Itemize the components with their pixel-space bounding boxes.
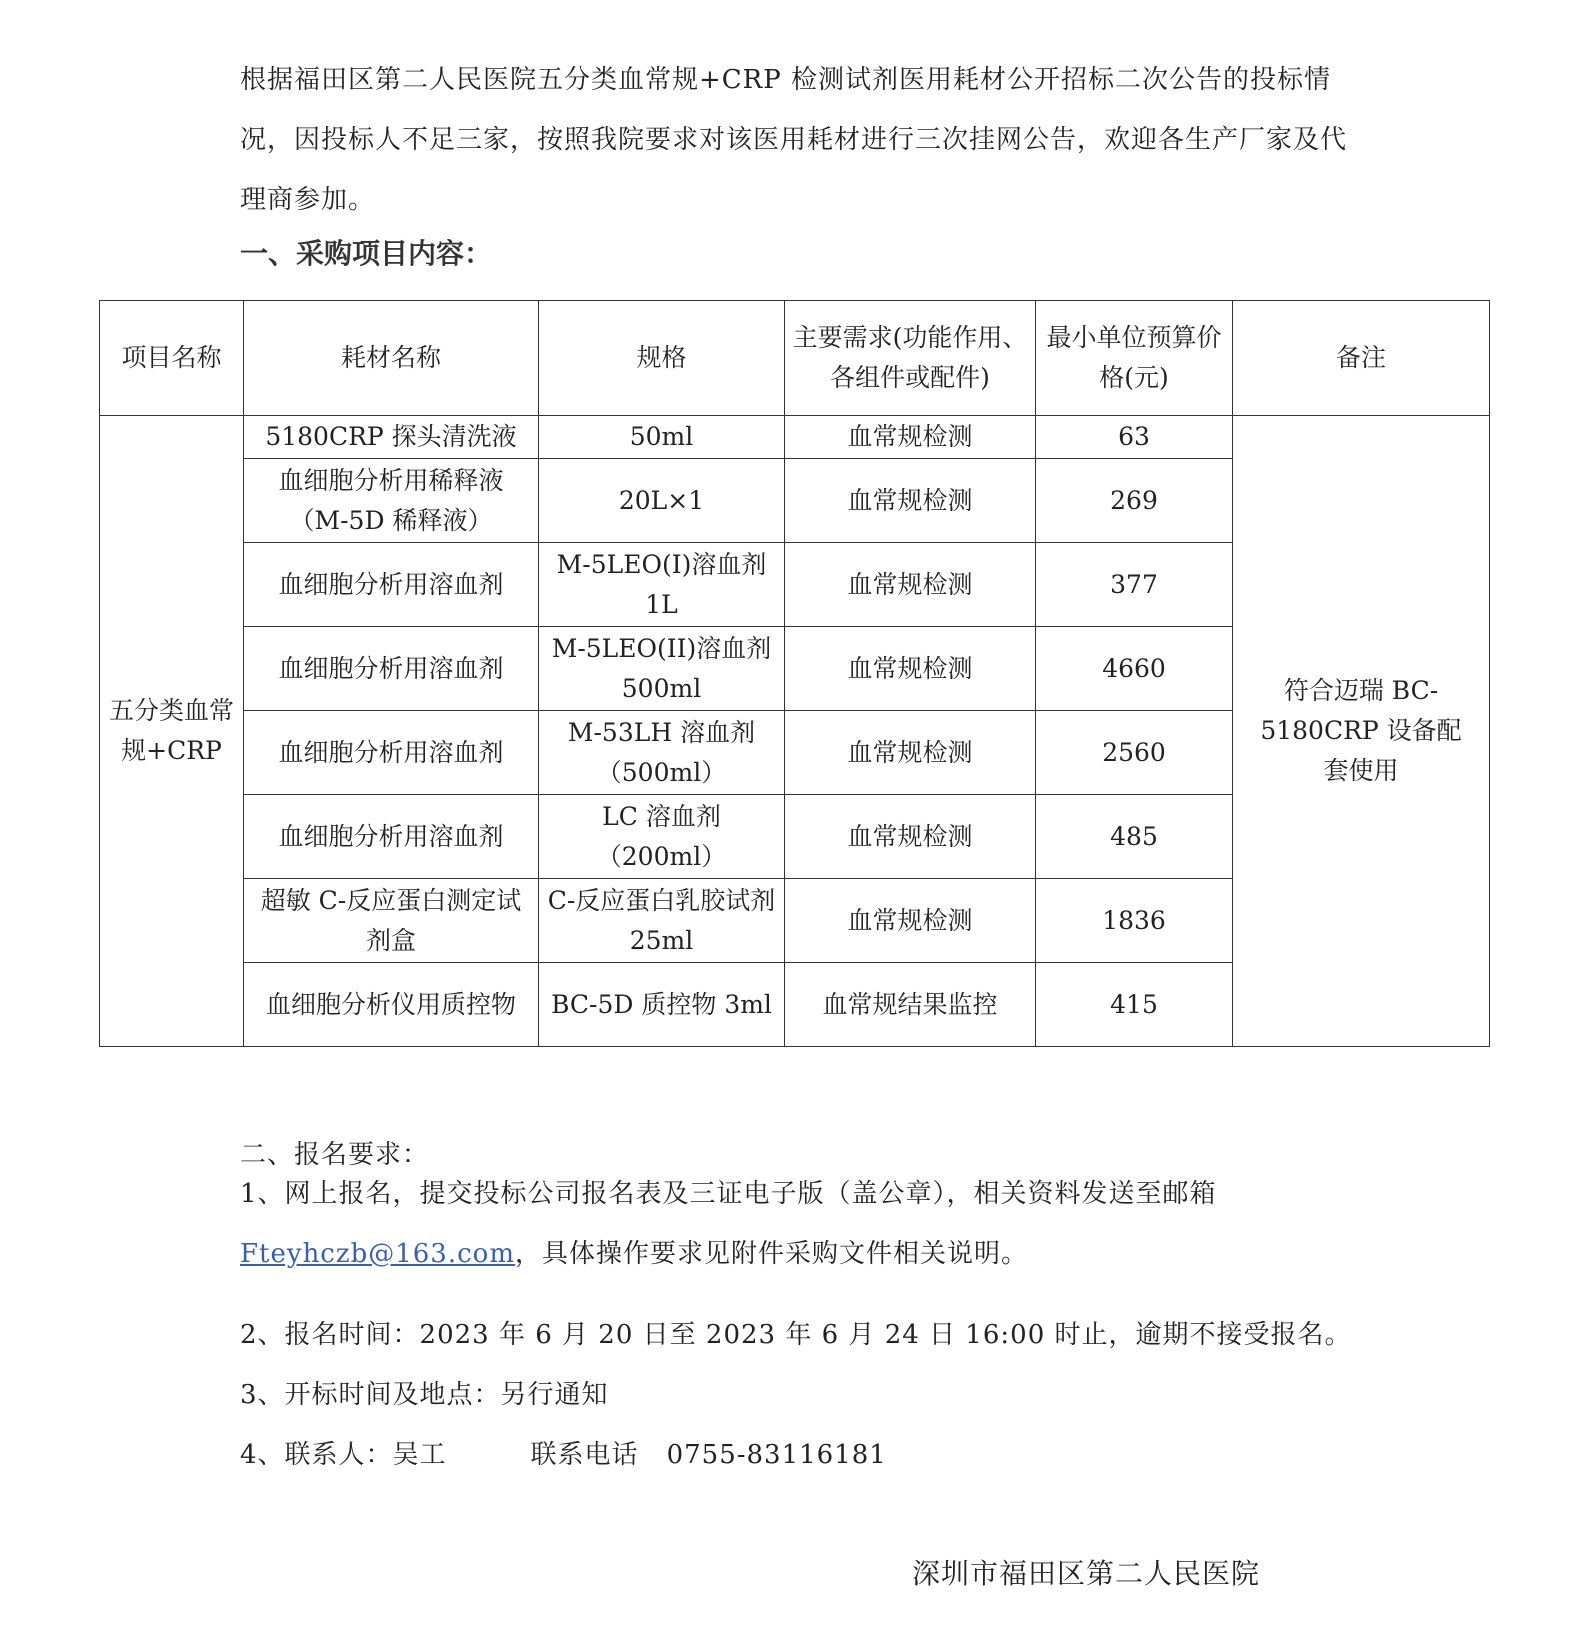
table-row bbox=[100, 416, 1490, 459]
contact-person: 4、联系人：吴工 bbox=[240, 1440, 447, 1470]
material-name-cell: 血细胞分析用溶血剂 bbox=[244, 543, 539, 627]
spec-cell: C-反应蛋白乳胶试剂 25ml bbox=[539, 879, 785, 963]
price-cell: 485 bbox=[1036, 795, 1233, 879]
material-name-cell: 血细胞分析仪用质控物 bbox=[244, 963, 539, 1047]
header-spec: 规格 bbox=[539, 301, 785, 416]
price-cell: 269 bbox=[1036, 459, 1233, 543]
spec-cell: 20L×1 bbox=[539, 459, 785, 543]
phone-number: 0755-83116181 bbox=[666, 1440, 887, 1470]
need-cell: 血常规检测 bbox=[785, 711, 1036, 795]
registration-item-3: 3、开标时间及地点：另行通知 bbox=[240, 1380, 609, 1410]
item-1-text: 1、网上报名，提交投标公司报名表及三证电子版（盖公章），相关资料发送至邮箱 bbox=[240, 1179, 1217, 1209]
header-main-need: 主要需求(功能作用、各组件或配件) bbox=[785, 301, 1036, 416]
remark-cell: 符合迈瑞 BC-5180CRP 设备配套使用 bbox=[1233, 416, 1490, 1047]
price-cell: 4660 bbox=[1036, 627, 1233, 711]
price-cell: 1836 bbox=[1036, 879, 1233, 963]
price-cell: 377 bbox=[1036, 543, 1233, 627]
header-remark: 备注 bbox=[1233, 301, 1490, 416]
price-cell: 415 bbox=[1036, 963, 1233, 1047]
price-cell: 2560 bbox=[1036, 711, 1233, 795]
material-name-cell: 血细胞分析用溶血剂 bbox=[244, 795, 539, 879]
need-cell: 血常规检测 bbox=[785, 459, 1036, 543]
spec-cell: M-5LEO(I)溶血剂 1L bbox=[539, 543, 785, 627]
need-cell: 血常规检测 bbox=[785, 627, 1036, 711]
material-name-cell: 超敏 C-反应蛋白测定试剂盒 bbox=[244, 879, 539, 963]
need-cell: 血常规结果监控 bbox=[785, 963, 1036, 1047]
registration-item-4 bbox=[240, 1434, 887, 1471]
need-cell: 血常规检测 bbox=[785, 416, 1036, 459]
spec-cell: LC 溶血剂（200ml） bbox=[539, 795, 785, 879]
section-1-title: 一、采购项目内容： bbox=[240, 237, 493, 270]
header-unit-price: 最小单位预算价格(元) bbox=[1036, 301, 1233, 416]
material-name-cell: 血细胞分析用稀释液（M-5D 稀释液） bbox=[244, 459, 539, 543]
project-name-cell: 五分类血常规+CRP bbox=[100, 416, 244, 1047]
material-name-cell: 5180CRP 探头清洗液 bbox=[244, 416, 539, 459]
item-1-text-end: ，具体操作要求见附件采购文件相关说明。 bbox=[514, 1239, 1028, 1269]
table-header-row bbox=[100, 301, 1490, 416]
price-cell: 63 bbox=[1036, 416, 1233, 459]
registration-item-1 bbox=[240, 1164, 1370, 1284]
material-name-cell: 血细胞分析用溶血剂 bbox=[244, 627, 539, 711]
need-cell: 血常规检测 bbox=[785, 879, 1036, 963]
spec-cell: BC-5D 质控物 3ml bbox=[539, 963, 785, 1047]
procurement-table bbox=[99, 300, 1490, 1047]
phone-label: 联系电话 bbox=[530, 1440, 639, 1470]
spec-cell: M-5LEO(II)溶血剂 500ml bbox=[539, 627, 785, 711]
header-project-name: 项目名称 bbox=[100, 301, 244, 416]
material-name-cell: 血细胞分析用溶血剂 bbox=[244, 711, 539, 795]
need-cell: 血常规检测 bbox=[785, 795, 1036, 879]
spec-cell: 50ml bbox=[539, 416, 785, 459]
signature: 深圳市福田区第二人民医院 bbox=[912, 1557, 1261, 1590]
intro-paragraph: 根据福田区第二人民医院五分类血常规+CRP 检测试剂医用耗材公开招标二次公告的投标情况，因投标人不足三家，按照我院要求对该医用耗材进行三次挂网公告，欢迎各生产厂家及代理商参加。 bbox=[240, 65, 1348, 215]
need-cell: 血常规检测 bbox=[785, 543, 1036, 627]
spec-cell: M-53LH 溶血剂（500ml） bbox=[539, 711, 785, 795]
section-2-title: 二、报名要求： bbox=[240, 1140, 430, 1170]
registration-item-2: 2、报名时间：2023 年 6 月 20 日至 2023 年 6 月 24 日 16:00 时止，逾期不接受报名。 bbox=[240, 1320, 1352, 1350]
email-link[interactable]: Fteyhczb@163.com bbox=[240, 1239, 515, 1269]
header-material-name: 耗材名称 bbox=[244, 301, 539, 416]
